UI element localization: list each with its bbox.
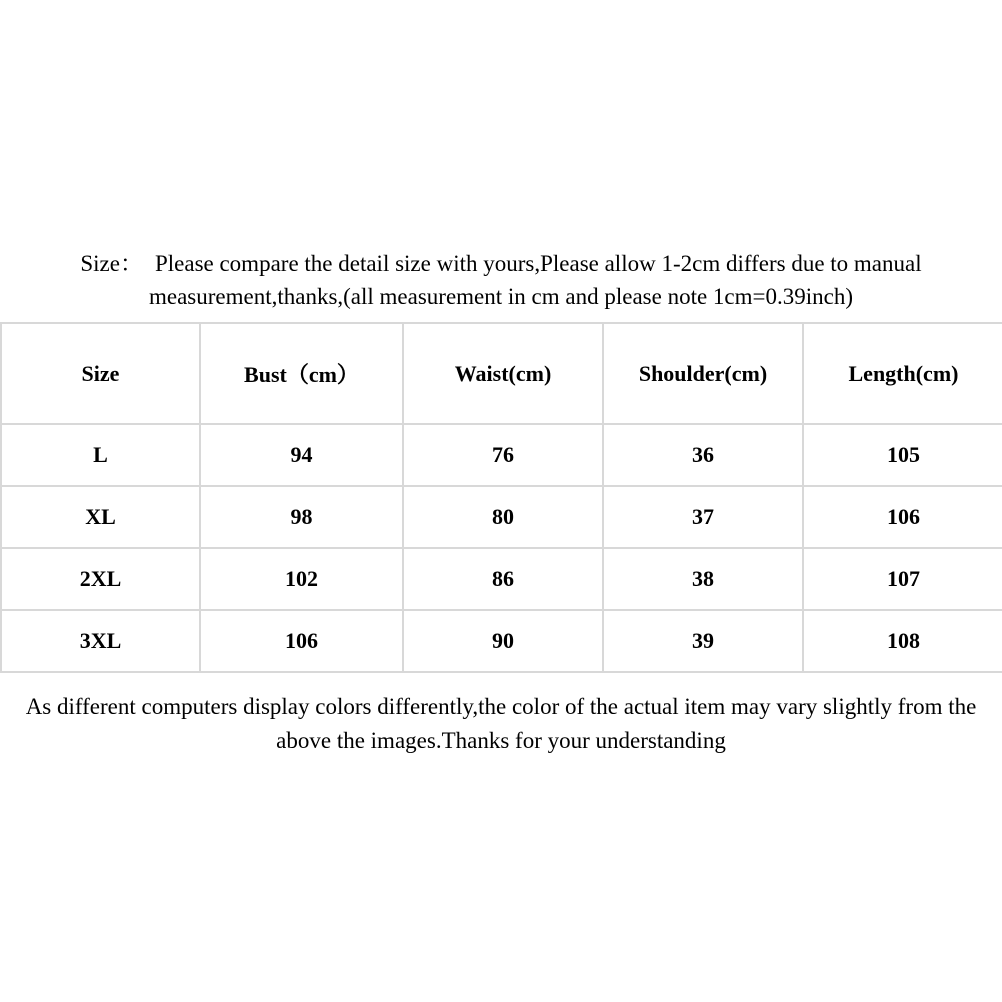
waist-value-cell: 80 [403,486,603,548]
table-row-3xl [1,610,1002,672]
waist-value-cell: 90 [403,610,603,672]
size-label: Size： [80,251,143,276]
column-header-size: Size [1,323,200,424]
size-value-cell: XL [1,486,200,548]
column-header-shoulder: Shoulder(cm) [603,323,803,424]
table-header-row [1,323,1002,424]
length-value-cell: 106 [803,486,1002,548]
column-header-waist: Waist(cm) [403,323,603,424]
intro-line-2: measurement,thanks,(all measurement in cm and please note 1cm=0.39inch) [148,284,853,309]
shoulder-value-cell: 38 [603,548,803,610]
shoulder-value-cell: 39 [603,610,803,672]
column-header-length: Length(cm) [803,323,1002,424]
bust-value-cell: 106 [200,610,403,672]
table-row-xl [1,486,1002,548]
bust-value-cell: 94 [200,424,403,486]
intro-line-1: Please compare the detail size with yours,Please allow 1-2cm differs due to manual [154,251,922,276]
footer-line-2: above the images.Thanks for your understanding [276,728,726,753]
length-value-cell: 107 [803,548,1002,610]
shoulder-value-cell: 36 [603,424,803,486]
size-value-cell: 2XL [1,548,200,610]
size-table [0,322,1002,673]
size-value-cell: 3XL [1,610,200,672]
shoulder-value-cell: 37 [603,486,803,548]
footer-note [0,690,1002,758]
length-value-cell: 105 [803,424,1002,486]
waist-value-cell: 86 [403,548,603,610]
waist-value-cell: 76 [403,424,603,486]
bust-value-cell: 102 [200,548,403,610]
bust-value-cell: 98 [200,486,403,548]
column-header-bust: Bust（cm） [200,323,403,424]
footer-line-1: As different computers display colors differently,the color of the actual item may vary slightly from the [25,694,977,719]
table-row-l [1,424,1002,486]
size-value-cell: L [1,424,200,486]
length-value-cell: 108 [803,610,1002,672]
table-row-2xl [1,548,1002,610]
intro-paragraph [0,247,1002,313]
